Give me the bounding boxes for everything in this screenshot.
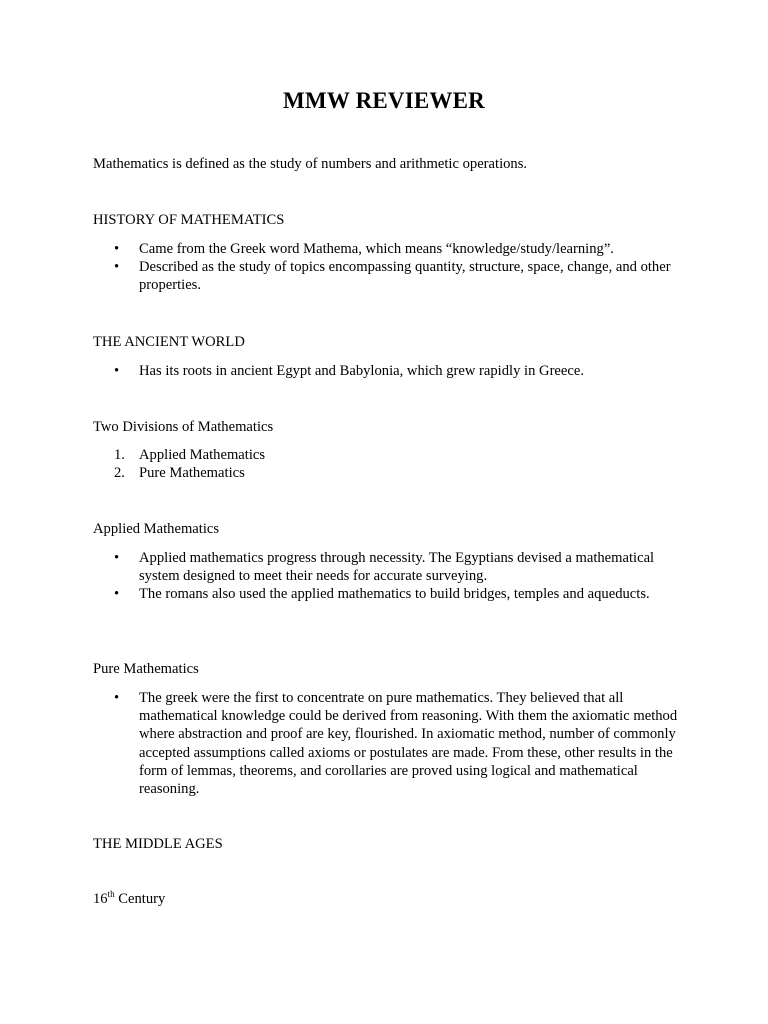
division-item-2-number: 2. <box>114 465 125 482</box>
divisions-numbered-list <box>93 446 683 482</box>
ancient-world-heading: THE ANCIENT WORLD <box>93 334 245 350</box>
ancient-world-bullet-list <box>93 362 683 380</box>
history-bullet-2: • Described as the study of topics encompassing quantity, structure, space, change, and other properties. <box>93 258 683 294</box>
division-item-1-number: 1. <box>114 447 125 463</box>
applied-heading: Applied Mathematics <box>93 521 220 537</box>
divisions-heading: Two Divisions of Mathematics <box>93 419 274 435</box>
century-word: Century <box>118 891 166 907</box>
intro-paragraph: Mathematics is defined as the study of numbers and arithmetic operations. <box>93 156 528 172</box>
document-title: MMW REVIEWER <box>283 88 485 113</box>
century-heading <box>93 890 165 908</box>
applied-bullet-2: • The romans also used the applied mathematics to build bridges, temples and aqueducts. <box>93 585 683 603</box>
pure-bullet-list <box>93 689 683 798</box>
division-item-2 <box>93 464 683 482</box>
century-ordinal-suffix: th <box>107 889 115 899</box>
ancient-world-bullet-1: • Has its roots in ancient Egypt and Babylonia, which grew rapidly in Greece. <box>93 362 683 380</box>
applied-bullet-1: • Applied mathematics progress through necessity. The Egyptians devised a mathematical system designed to meet their needs for accurate surveying. <box>93 549 683 585</box>
century-number: 16 <box>93 891 108 907</box>
division-item-1-text: Applied Mathematics <box>139 447 266 463</box>
pure-heading: Pure Mathematics <box>93 661 199 677</box>
history-heading: HISTORY OF MATHEMATICS <box>93 212 285 228</box>
applied-bullet-list <box>93 549 683 604</box>
division-item-2-text: Pure Mathematics <box>139 465 245 482</box>
history-bullet-1: • Came from the Greek word Mathema, which means “knowledge/study/learning”. <box>93 240 683 258</box>
pure-bullet-1: • The greek were the first to concentrate on pure mathematics. They believed that all mathematical knowledge could be derived from reasoning. With them the axiomatic method where abstraction and proof are key, flourished. In axiomatic method, number of commonly accepted assumptions called axioms or postulates are made. From these, other results in the form of lemmas, theorems, and corollaries are proved using logical and mathematical reasoning. <box>93 689 683 798</box>
division-item-1 <box>93 446 683 464</box>
middle-ages-heading: THE MIDDLE AGES <box>93 836 223 852</box>
history-bullet-list <box>93 240 683 295</box>
